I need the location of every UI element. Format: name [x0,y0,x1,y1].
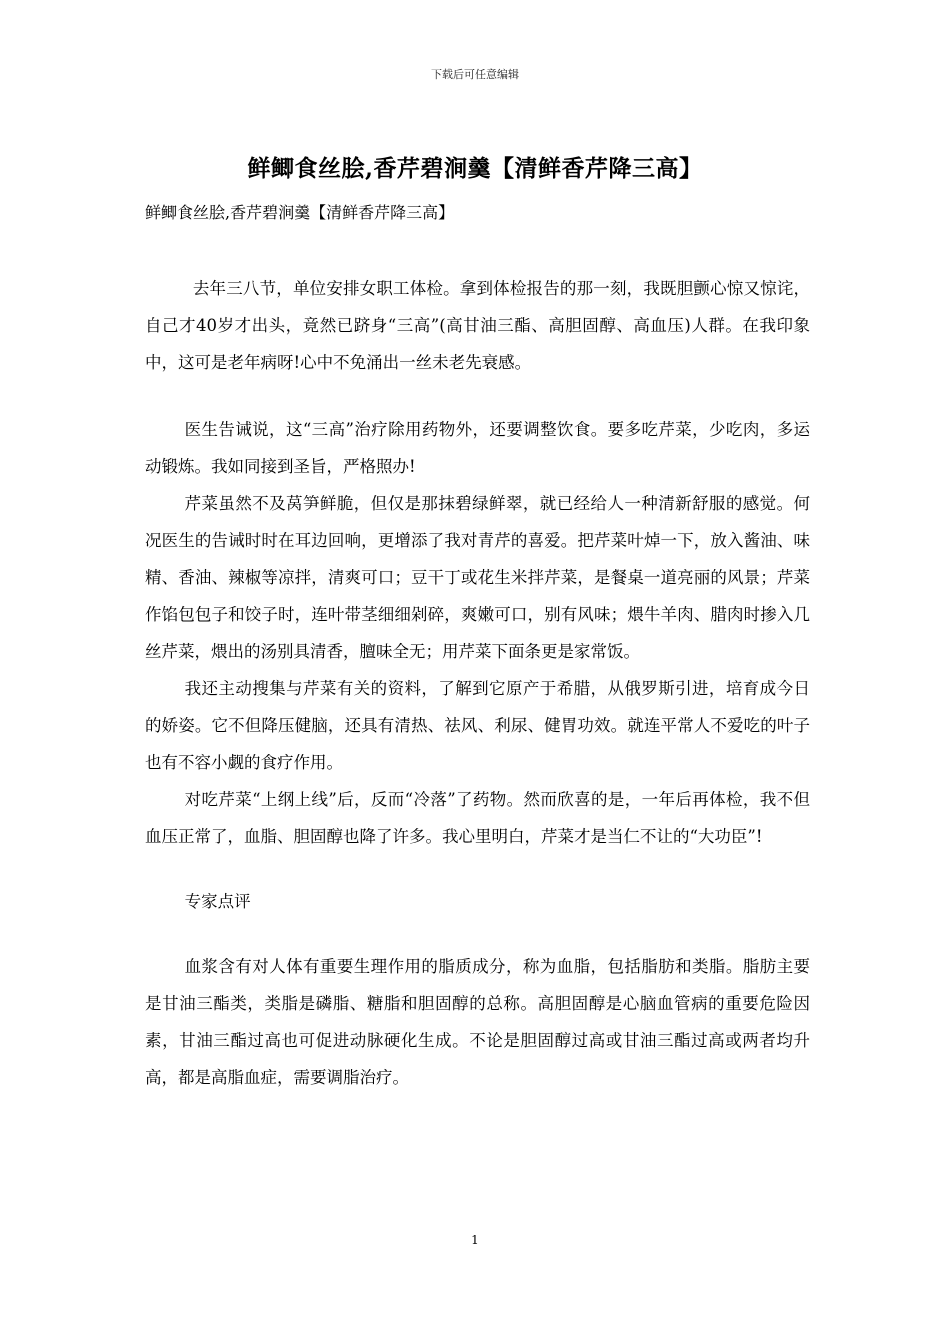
document-subtitle: 鲜鲫食丝脍,香芹碧涧羹【清鲜香芹降三高】 [145,203,455,222]
paragraph-2: 医生告诫说，这“三高”治疗除用药物外，还要调整饮食。要多吃芹菜，少吃肉，多运动锻炼。我如同接到圣旨，严格照办! [145,420,810,476]
paragraph-7: 血浆含有对人体有重要生理作用的脂质成分，称为血脂，包括脂肪和类脂。脂肪主要是甘油三酯类，类脂是磷脂、糖脂和胆固醇的总称。高胆固醇是心脑血管病的重要危险因素，甘油三酯过高也可促进动脉硬化生成。不论是胆固醇过高或甘油三酯过高或两者均升高，都是高脂血症，需要调脂治疗。 [145,957,810,1087]
paragraph-1: 去年三八节，单位安排女职工体检。拿到体检报告的那一刻，我既胆颤心惊又惊诧，自己才40岁才出头，竟然已跻身“三高”(高甘油三酯、高胆固醇、高血压)人群。在我印象中，这可是老年病呀!心中不免涌出一丝未老先衰感。 [145,279,810,372]
paragraph-5: 对吃芹菜“上纲上线”后，反而“冷落”了药物。然而欣喜的是，一年后再体检，我不但血压正常了，血脂、胆固醇也降了许多。我心里明白，芹菜才是当仁不让的“大功臣”! [145,790,810,846]
paragraph-4: 我还主动搜集与芹菜有关的资料，了解到它原产于希腊，从俄罗斯引进，培育成今日的娇姿。它不但降压健脑，还具有清热、祛风、利尿、健胃功效。就连平常人不爱吃的叶子也有不容小觑的食疗作用。 [145,679,810,772]
section-heading-expert-review: 专家点评 [184,892,251,911]
document-title: 鲜鲫食丝脍,香芹碧涧羹【清鲜香芹降三高】 [247,155,703,182]
page-number: 1 [471,1233,479,1247]
document-body [145,270,810,1096]
page-header: 下载后可任意编辑 [431,68,519,81]
paragraph-3: 芹菜虽然不及莴笋鲜脆，但仅是那抹碧绿鲜翠，就已经给人一种清新舒服的感觉。何况医生的告诫时时在耳边回响，更增添了我对青芹的喜爱。把芹菜叶焯一下，放入酱油、味精、香油、辣椒等凉拌，清爽可口；豆干丁或花生米拌芹菜，是餐桌一道亮丽的风景；芹菜作馅包包子和饺子时，连叶带茎细细剁碎，爽嫩可口，别有风味；煨牛羊肉、腊肉时掺入几丝芹菜，煨出的汤别具清香，膻味全无；用芹菜下面条更是家常饭。 [145,494,810,661]
